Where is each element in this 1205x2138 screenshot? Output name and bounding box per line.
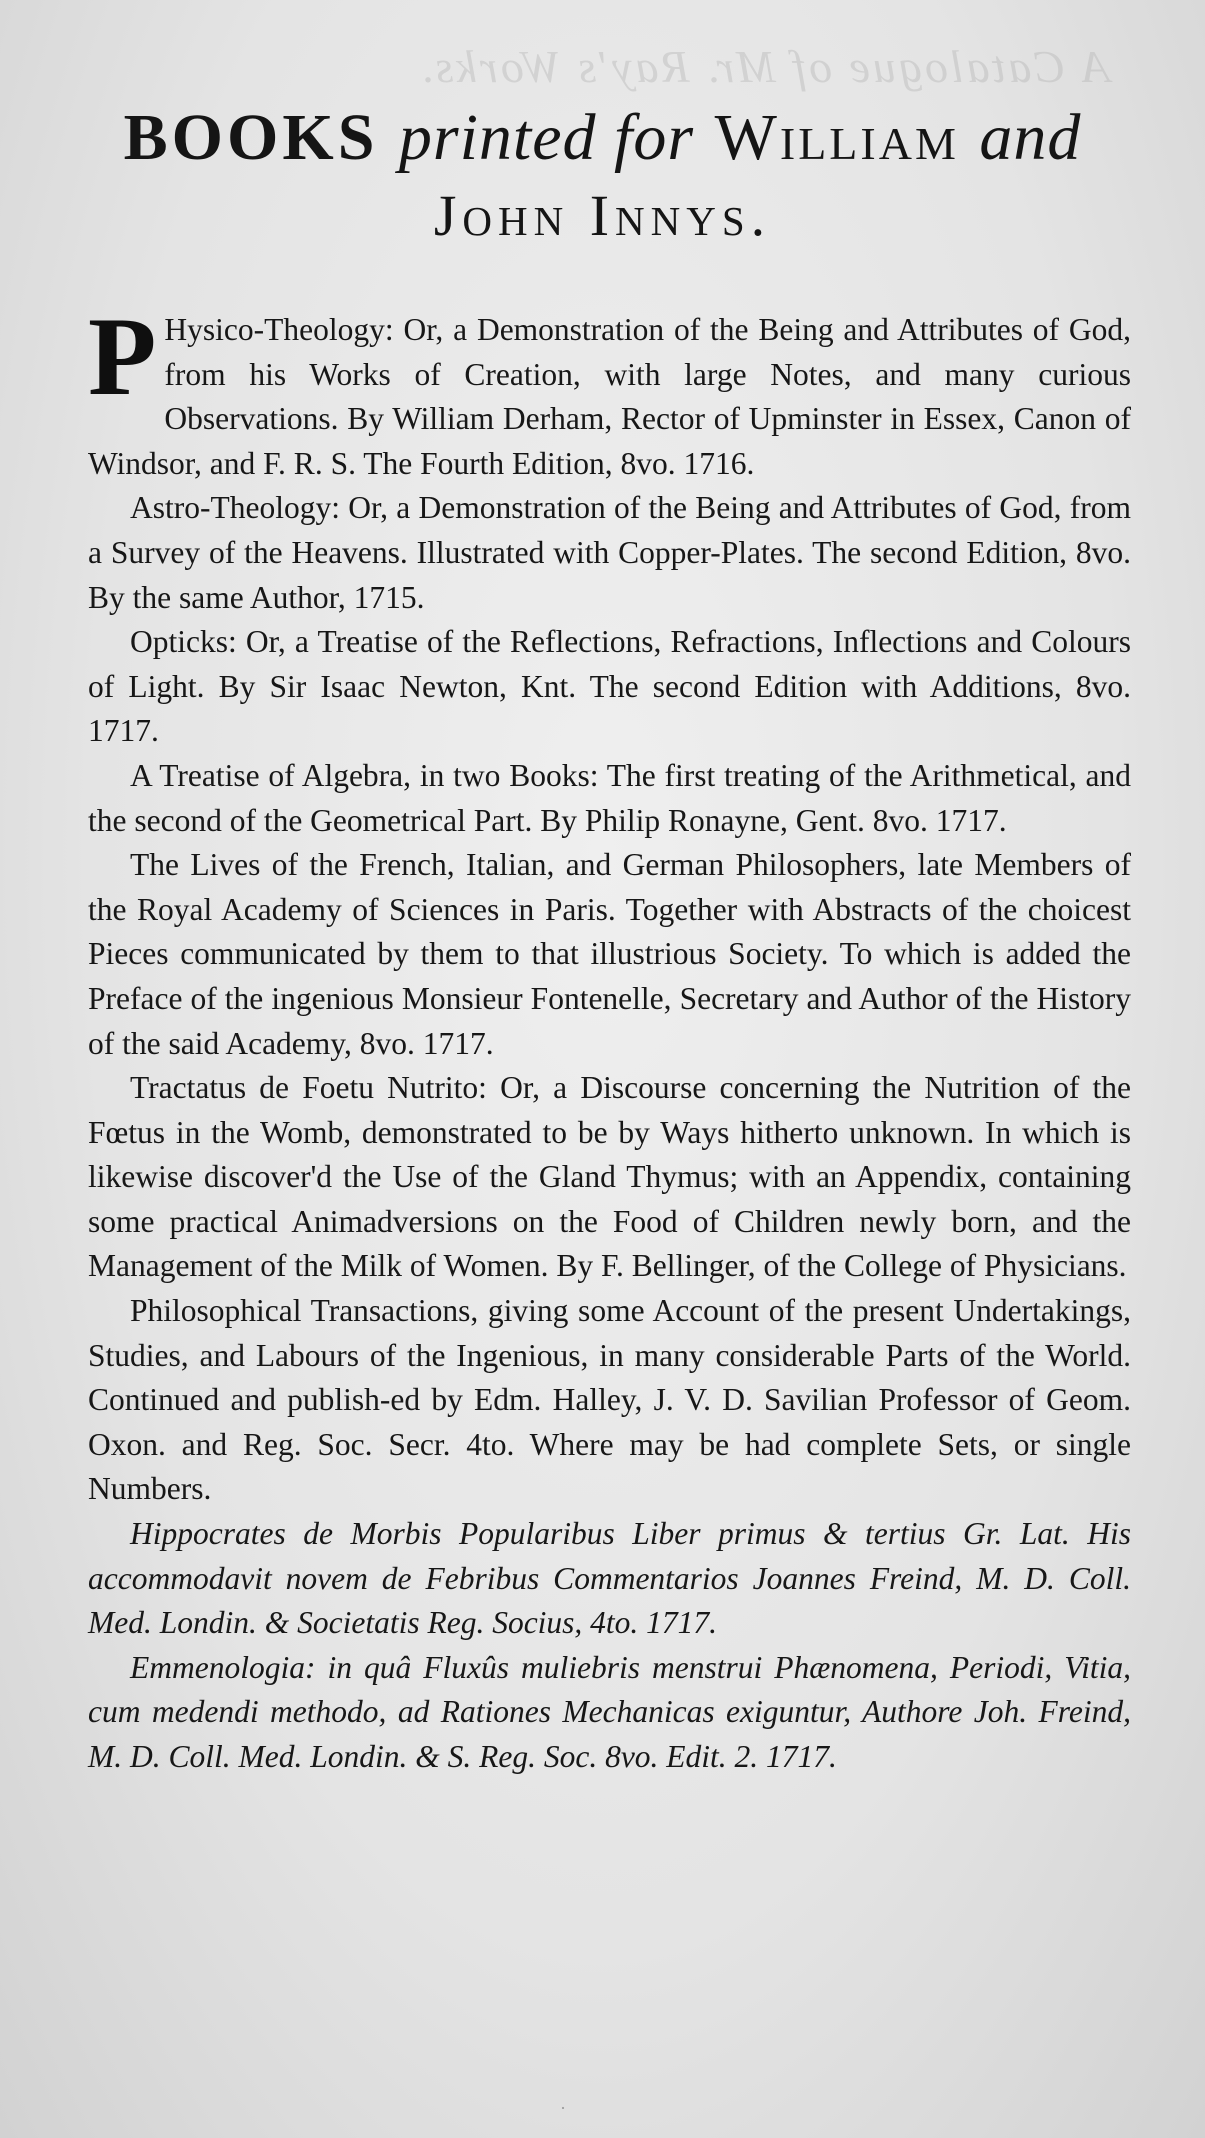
catalogue-entry: Philosophical Transactions, giving some Account of the present Undertakings, Studies, and Labours of the Ingenious, in many considerable Parts of the World. Continued and publish-ed by Edm. Halley, J. V. D. Savilian Professor of Geom. Oxon. and Reg. Soc. Secr. 4to. Where may be had complete Sets, or single Numbers. <box>88 1293 1131 1507</box>
catalogue-entry: Emmenologia: in quâ Fluxûs muliebris menstrui Phænomena, Periodi, Vitia, cum medendi methodo, ad Rationes Mechanicas exiguntur, Authore Joh. Freind, M. D. Coll. Med. Londin. & S. Reg. Soc. 8vo. Edit. 2. 1717. <box>88 1649 1131 1774</box>
title-printed-for: printed for <box>398 101 695 174</box>
catalogue-entry: The Lives of the French, Italian, and German Philosophers, late Members of the Royal Academy of Sciences in Paris. Together with Abstracts of the choicest Pieces communicated by them to that illustrious Society. To which is added the Preface of the ingenious Monsieur Fontenelle, Secretary and Author of the History of the said Academy, 8vo. 1717. <box>88 847 1131 1061</box>
catalogue-entry: A Treatise of Algebra, in two Books: The first treating of the Arithmetical, and the second of the Geometrical Part. By Philip Ronayne, Gent. 8vo. 1717. <box>88 757 1131 838</box>
catalogue-entry <box>88 295 1131 486</box>
title-books: BOOKS <box>123 101 379 174</box>
entry-text: Hysico-Theology: Or, a Demonstration of the Being and Attributes of God, from his Works of Creation, with large Notes, and many curious Observations. By William Derham, Rector of Upminster in Essex, Canon of Windsor, and F. R. S. The Fourth Edition, 8vo. 1716. <box>88 312 1131 481</box>
catalogue-entry: Hippocrates de Morbis Popularibus Liber primus & tertius Gr. Lat. His accommodavit novem de Febribus Commentarios Joannes Freind, M. D. Coll. Med. Londin. & Societatis Reg. Socius, 4to. 1717. <box>88 1516 1131 1641</box>
title-and: and <box>979 101 1082 174</box>
drop-cap: P <box>88 295 157 419</box>
catalogue-list <box>88 295 1131 1780</box>
page-title <box>0 100 1205 176</box>
bleed-through-text: A Catalogue of Mr. Ray's Works. <box>418 41 1110 92</box>
title-william: William <box>714 101 959 174</box>
catalogue-entry: Opticks: Or, a Treatise of the Reflections, Refractions, Inflections and Colours of Light. By Sir Isaac Newton, Knt. The second Edition with Additions, 8vo. 1717. <box>88 624 1131 749</box>
page-speck: · <box>560 2098 566 2118</box>
catalogue-entry: Tractatus de Foetu Nutrito: Or, a Discourse concerning the Nutrition of the Fœtus in the Womb, demonstrated to be by Ways hitherto unknown. In which is likewise discover'd the Use of the Gland Thymus; with an Appendix, containing some practical Animadversions on the Food of Children newly born, and the Management of the Milk of Women. By F. Bellinger, of the College of Physicians. <box>88 1070 1131 1284</box>
catalogue-entry: Astro-Theology: Or, a Demonstration of the Being and Attributes of God, from a Survey of the Heavens. Illustrated with Copper-Plates. The second Edition, 8vo. By the same Author, 1715. <box>88 490 1131 615</box>
title-john-innys: John Innys. <box>433 183 772 248</box>
